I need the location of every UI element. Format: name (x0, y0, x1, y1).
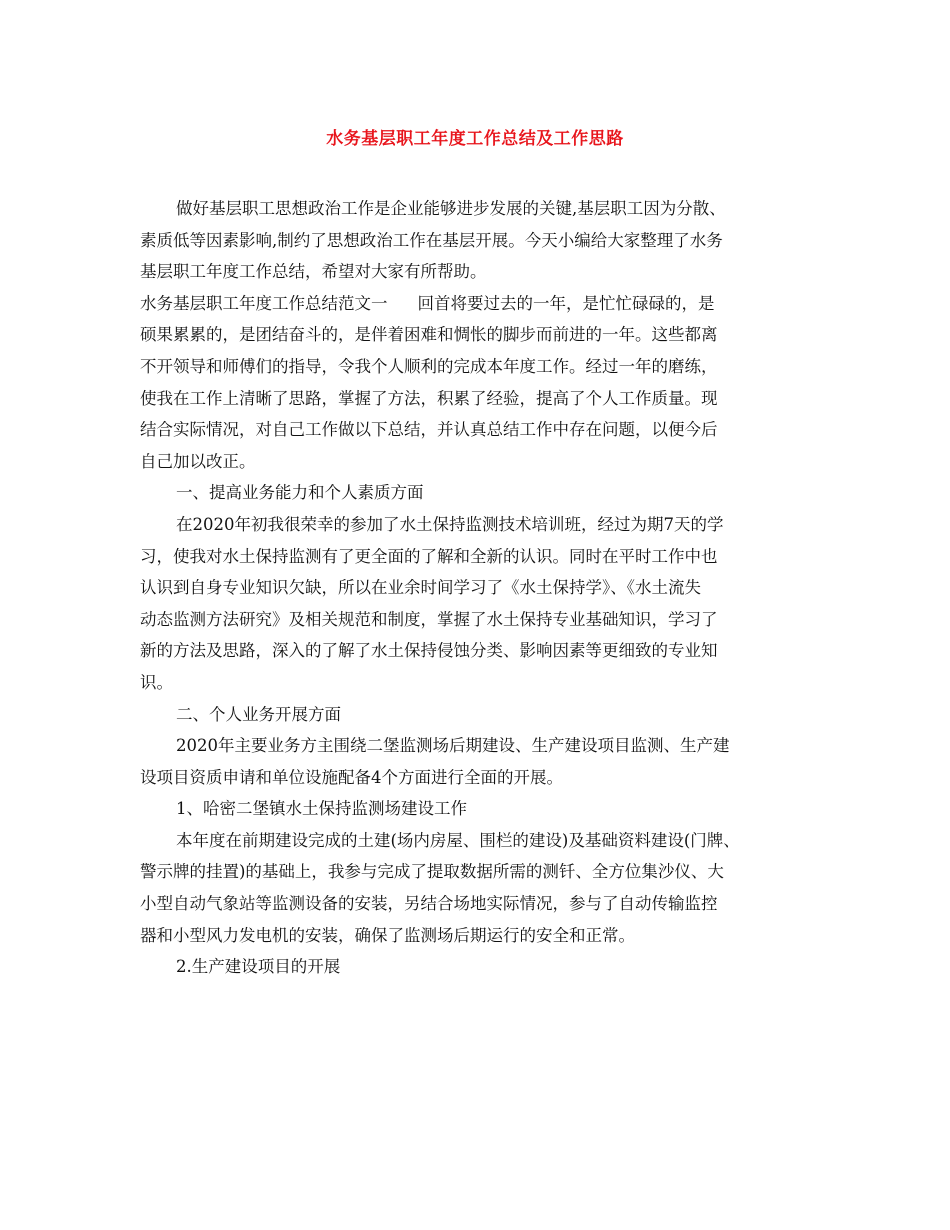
paragraph-line: 基层职工年度工作总结，希望对大家有所帮助。 (140, 262, 487, 282)
paragraph-line: 不开领导和师傅们的指导，令我个人顺利的完成本年度工作。经过一年的磨练， (140, 356, 718, 376)
paragraph-line: 素质低等因素影响,制约了思想政治工作在基层开展。今天小编给大家整理了水务 (140, 230, 723, 250)
paragraph-line: 动态监测方法研究》及相关规范和制度，掌握了水土保持专业基础知识，学习了 (140, 609, 718, 629)
paragraph-line: 警示牌的挂置)的基础上，我参与完成了提取数据所需的测钎、全方位集沙仪、大 (140, 862, 724, 882)
paragraph-line: 使我在工作上清晰了思路，掌握了方法，积累了经验，提高了个人工作质量。现 (140, 388, 718, 408)
section-heading: 二、个人业务开展方面 (176, 704, 341, 724)
subsection-heading: 2.生产建设项目的开展 (176, 957, 341, 977)
paragraph-line: 自己加以改正。 (140, 451, 256, 471)
document-body (140, 193, 810, 983)
paragraph-line: 硕果累累的，是团结奋斗的，是伴着困难和惆怅的脚步而前进的一年。这些都离 (140, 325, 718, 345)
paragraph-text: 回首将要过去的一年，是忙忙碌碌的，是 (417, 293, 715, 313)
paragraph-line (140, 288, 810, 320)
paragraph-line: 设项目资质申请和单位设施配备4个方面进行全面的开展。 (140, 767, 563, 787)
paragraph-line: 本年度在前期建设完成的土建(场内房屋、围栏的建设)及基础资料建设(门牌、 (176, 830, 740, 850)
paragraph-line: 器和小型风力发电机的安装，确保了监测场后期运行的安全和正常。 (140, 925, 635, 945)
section-heading: 一、提高业务能力和个人素质方面 (176, 483, 424, 503)
section-heading: 水务基层职工年度工作总结范文一 (140, 293, 388, 313)
paragraph-line: 结合实际情况，对自己工作做以下总结，并认真总结工作中存在问题，以便今后 (140, 420, 718, 440)
paragraph-line: 识。 (140, 672, 173, 692)
paragraph-line: 在2020年初我很荣幸的参加了水土保持监测技术培训班，经过为期7天的学 (176, 514, 724, 534)
document-title: 水务基层职工年度工作总结及工作思路 (326, 129, 624, 149)
paragraph-line: 认识到自身专业知识欠缺，所以在业余时间学习了《水土保持学》、《水土流失 (140, 578, 701, 598)
paragraph-line: 新的方法及思路，深入的了解了水土保持侵蚀分类、影响因素等更细致的专业知 (140, 641, 718, 661)
subsection-heading: 1、哈密二堡镇水土保持监测场建设工作 (176, 799, 467, 819)
paragraph-line: 小型自动气象站等监测设备的安装，另结合场地实际情况，参与了自动传输监控 (140, 894, 718, 914)
paragraph-line: 2020年主要业务方主围绕二堡监测场后期建设、生产建设项目监测、生产建 (176, 736, 730, 756)
paragraph-line: 做好基层职工思想政治工作是企业能够进步发展的关键,基层职工因为分散、 (176, 199, 726, 218)
paragraph-line: 习，使我对水土保持监测有了更全面的了解和全新的认识。同时在平时工作中也 (140, 546, 718, 566)
